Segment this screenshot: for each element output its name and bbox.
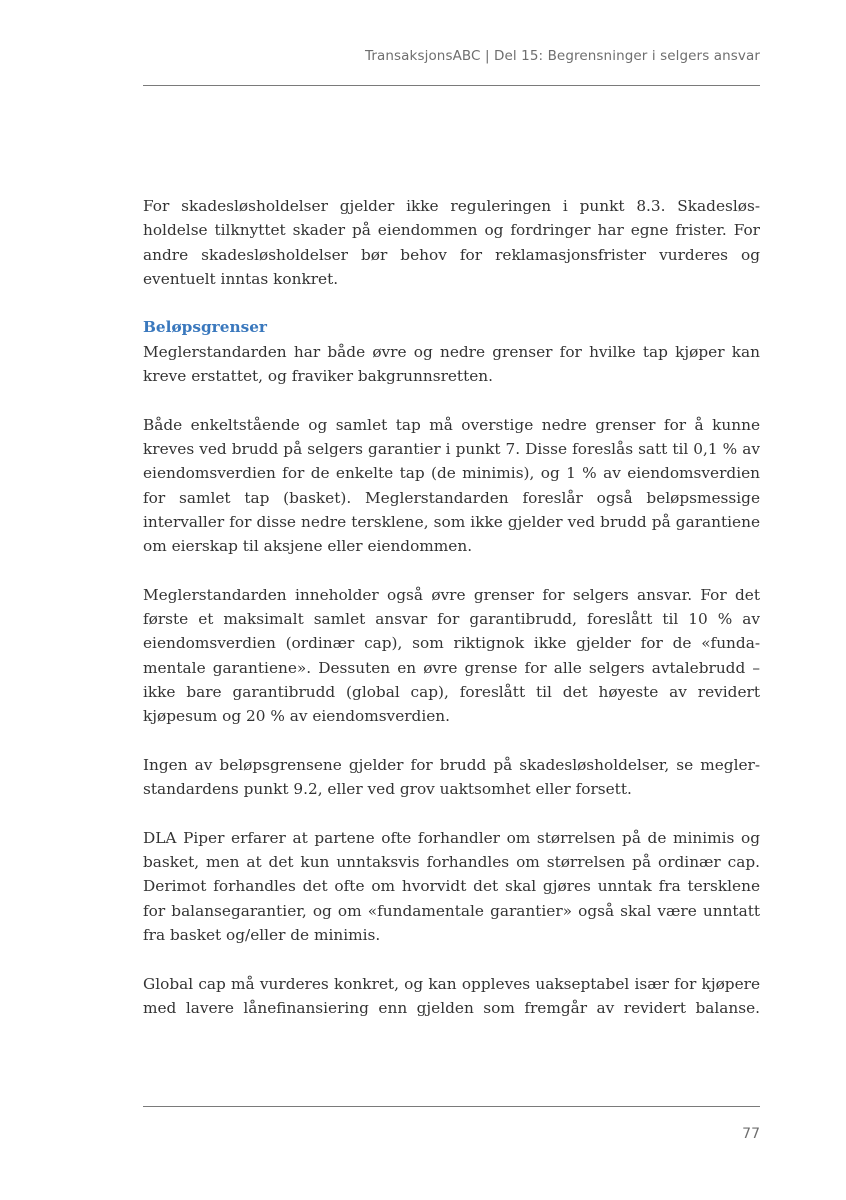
paragraph-global-cap: Global cap må vurderes konkret, og kan oppleves uakseptabel især for kjøpere med lavere lånefinansiering enn gjelden som fremgår av revidert balanse. [143, 974, 760, 1017]
page-number: 77 [742, 1126, 760, 1142]
paragraph-exceptions: Ingen av beløpsgrensene gjelder for brudd på skadesløsholdelser, se meglerstandardens punkt 9.2, eller ved grov uaktsomhet eller forsett. [143, 755, 760, 799]
footer-divider [143, 1106, 760, 1107]
section-heading: Beløpsgrenser [143, 318, 267, 337]
paragraph-limits-intro: Meglerstandarden har både øvre og nedre grenser for hvilke tap kjøper kan kreve erstattet, og fraviker bakgrunnsretten. [143, 342, 760, 386]
paragraph-indemnities: For skadesløsholdelser gjelder ikke reguleringen i punkt 8.3. Skadesløsholdelse tilknyttet skader på eiendommen og fordringer har egne frister. For andre skadesløsholdelser bør behov for reklamasjonsfrister vurderes og eventuelt inntas konkret. [143, 197, 760, 288]
paragraph-upper-limits: Meglerstandarden inneholder også øvre grenser for selgers ansvar. For det første et maksimalt samlet ansvar for garantibrudd, foreslått til 10 % av eiendomsverdien (ordinær cap), som riktignok ikke gjelder for de «fundamentale garantiene». Dessuten en øvre grense for alle selgers avtalebrudd – ikke bare garantibrudd (global cap), foreslått til det høyeste av revidert kjøpesum og 20 % av eiendomsverdien. [143, 585, 760, 726]
paragraph-lower-thresholds: Både enkeltstående og samlet tap må overstige nedre grenser for å kunne kreves ved brudd på selgers garantier i punkt 7. Disse foreslås satt til 0,1 % av eiendomsverdien for de enkelte tap (de minimis), og 1 % av eiendomsverdien for samlet tap (basket). Meglerstandarden foreslår også beløpsmessige intervaller for disse nedre tersklene, som ikke gjelder ved brudd på garantiene om eierskap til aksjene eller eiendommen. [143, 415, 760, 556]
paragraph-negotiation: DLA Piper erfarer at partene ofte forhandler om størrelsen på de minimis og basket, men at det kun unntaksvis forhandles om størrelsen på ordinær cap. Derimot forhandles det ofte om hvorvidt det skal gjøres unntak fra tersklene for balansegarantier, og om «fundamentale garantier» også skal være unntatt fra basket og/eller de minimis. [143, 828, 760, 944]
running-header: TransaksjonsABC | Del 15: Begrensninger i selgers ansvar [365, 48, 760, 64]
main-content [143, 194, 760, 1020]
header-divider [143, 85, 760, 86]
